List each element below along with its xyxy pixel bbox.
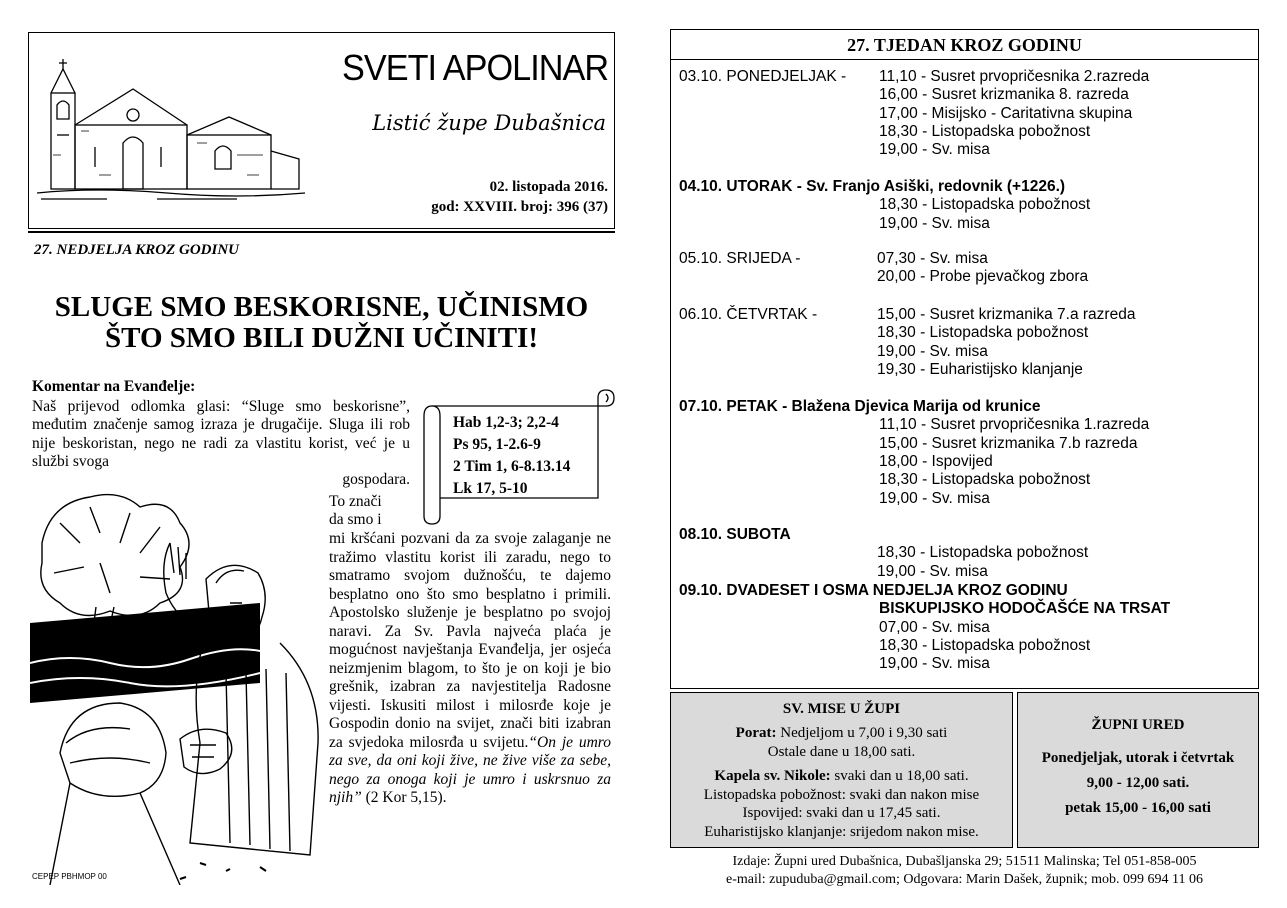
schedule-day-label: 09.10. DVADESET I OSMA NEDJELJA KROZ GODINU [679,582,1068,599]
schedule-event: 18,30 - Listopadska pobožnost [877,544,1089,562]
schedule-event: 19,00 - Sv. misa [879,489,990,507]
illustration-signature: CEPEP PBHMOP 00 [32,872,107,881]
commentary-heading: Komentar na Evanđelje: [32,378,196,395]
schedule-event: 19,00 - Sv. misa [879,214,990,232]
office-box-title: ŽUPNI URED [1091,717,1185,733]
schedule-event: 17,00 - Misijsko - Caritativna skupina [879,104,1133,122]
schedule-event: 15,00 - Susret krizmanika 7.b razreda [879,434,1138,452]
commentary-body [329,530,611,808]
masses-october: Listopadska pobožnost: svaki dan nakon mise [703,786,980,803]
issue-date: 02. listopada 2016. [489,179,608,195]
schedule-event: 15,00 - Susret krizmanika 7.a razreda [877,306,1136,323]
schedule-day-label: 08.10. SUBOTA [679,526,791,543]
gospel-illustration [30,483,326,885]
issue-number: god: XXVIII. broj: 396 (37) [431,199,608,215]
schedule-event: 07,00 - Sv. misa [879,618,990,636]
newsletter-subtitle: Listić župe Dubašnica [372,111,606,135]
schedule-event: 18,30 - Listopadska pobožnost [879,636,1091,654]
readings-list [453,412,570,500]
schedule-event: 18,30 - Listopadska pobožnost [879,471,1091,489]
masses-box [670,692,1013,848]
masses-other-days: Ostale dane u 18,00 sati. [767,743,916,760]
schedule-day-label: 05.10. SRIJEDA - [679,250,801,267]
schedule-event: 18,00 - Ispovijed [879,452,993,470]
commentary-quote: “On je umro za sve, da oni koji žive, ne žive više za sebe, nego za onoga koji je umro i uskrsnuo za njih” [329,733,611,806]
weekly-schedule [670,29,1259,689]
commentary-intro-end: gospodara. [342,471,410,489]
imprint-line-1: Izdaje: Župni ured Dubašnica, Dubašljanska 29; 51511 Malinska; Tel 051-858-005 [732,854,1197,869]
commentary-intro [32,398,410,489]
commentary-line-b: da smo i [329,511,382,529]
office-days: Ponedjeljak, utorak i četvrtak [1041,750,1235,766]
imprint [670,853,1259,889]
schedule-event: 19,00 - Sv. misa [877,342,988,360]
masses-box-title: SV. MISE U ŽUPI [782,701,901,717]
reading-4: Lk 17, 5-10 [453,480,528,497]
commentary-body-text: mi kršćani pozvani da za svoje zalaganje ne tražimo vlastitu korist ili zaradu, nego to smatramo svojom dužnošću, te dajemo besplatno ono što smo besplatno i primili. Apostolsko služenje je besplatno po svojoj naravi. Za Sv. Pavla najveća plaća je mogućnost navještanja Evanđelja, jer osjeća neizmjenim blagom, to što je on koji je bio grešnik, izabran za navjestitelja Radosne vijesti. Iskusiti milost i milosrđe koje je Gospodin donio na svijet, znači biti izabran za svjedoka milosrđa u svijetu. [329,530,611,751]
masses-chapel-text: svaki dan u 18,00 sati. [830,768,969,784]
reading-2: Ps 95, 1-2.6-9 [453,436,541,453]
headline [28,292,615,354]
schedule-event: 20,00 - Probe pjevačkog zbora [877,268,1089,286]
masses-porat-text: Nedjeljom u 7,00 i 9,30 sati [776,725,948,741]
schedule-event: 18,30 - Listopadska pobožnost [877,324,1089,342]
commentary-line-a: To znači [329,493,382,510]
office-box [1017,692,1259,848]
office-hours-1: 9,00 - 12,00 sati. [1086,775,1190,791]
schedule-day-label: 06.10. ČETVRTAK - [679,306,818,323]
reading-1: Hab 1,2-3; 2,2-4 [453,414,559,431]
headline-line-1: SLUGE SMO BESKORISNE, UČINISMO [54,291,589,323]
masses-porat [671,724,1012,743]
commentary-intro-text: Naš prijevod odlomka glasi: “Sluge smo beskorisne”, međutim značenje samog izraza je drugačije. Sluga ili rob nije beskoristan, nego ne radi za vlastitu korist, već je u službi svoga [32,398,410,470]
commentary-quote-ref: (2 Kor 5,15). [361,789,447,806]
schedule-event: 18,30 - Listopadska pobožnost [879,196,1091,214]
schedule-event: 07,30 - Sv. misa [877,250,988,267]
newsletter-title: SVETI APOLINAR [341,47,608,88]
masses-chapel [671,767,1012,786]
masthead [28,32,615,229]
imprint-line-2: e-mail: zupuduba@gmail.com; Odgovara: Marin Dašek, župnik; mob. 099 694 11 06 [726,872,1203,887]
masses-porat-label: Porat: [735,725,777,741]
masses-adoration: Euharistijsko klanjanje: srijedom nakon mise. [704,823,979,840]
masses-chapel-label: Kapela sv. Nikole: [714,768,831,784]
schedule-day-label: 07.10. PETAK - Blažena Djevica Marija od krunice [679,398,1041,415]
schedule-event: 16,00 - Susret krizmanika 8. razreda [879,86,1129,104]
commentary-short-lines [329,493,382,530]
schedule-event: 19,00 - Sv. misa [879,655,990,673]
schedule-day-label: 04.10. UTORAK - Sv. Franjo Asiški, redovnik (+1226.) [679,178,1066,195]
schedule-event: 18,30 - Listopadska pobožnost [879,122,1091,140]
schedule-event: 11,10 - Susret prvopričesnika 1.razreda [879,416,1150,434]
church-drawing [37,55,305,203]
schedule-event: 19,00 - Sv. misa [879,141,990,159]
masses-confession: Ispovijed: svaki dan u 17,45 sati. [742,805,941,821]
office-hours-2: petak 15,00 - 16,00 sati [1065,800,1211,816]
schedule-event: 19,30 - Euharistijsko klanjanje [877,360,1083,378]
schedule-event: 19,00 - Sv. misa [877,562,988,580]
schedule-day-subtitle: BISKUPIJSKO HODOČAŠĆE NA TRSAT [879,600,1171,618]
schedule-day-label: 03.10. PONEDJELJAK - [679,68,847,85]
sunday-label: 27. NEDJELJA KROZ GODINU [34,242,240,258]
masthead-divider [28,231,615,233]
reading-3: 2 Tim 1, 6-8.13.14 [453,458,571,475]
schedule-title: 27. TJEDAN KROZ GODINU [671,30,1258,60]
headline-line-2: ŠTO SMO BILI DUŽNI UČINITI! [105,322,538,354]
schedule-event: 11,10 - Susret prvopričesnika 2.razreda [879,68,1150,85]
